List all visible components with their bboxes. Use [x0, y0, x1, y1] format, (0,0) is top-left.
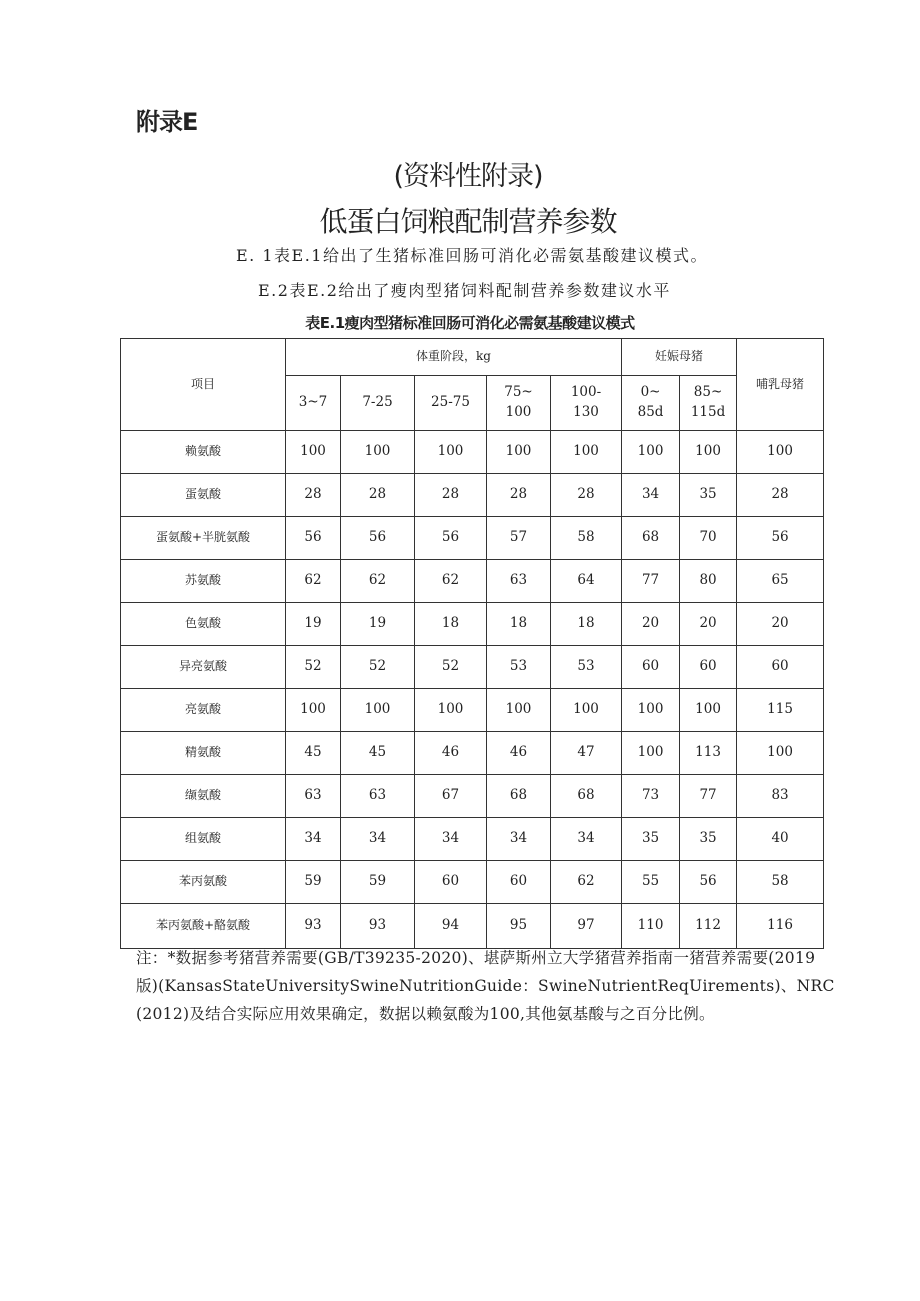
value-cell: 94 — [415, 904, 487, 949]
value-cell: 77 — [680, 775, 737, 818]
value-cell: 97 — [551, 904, 622, 949]
value-cell: 19 — [286, 603, 341, 646]
item-header: 项目 — [121, 339, 286, 431]
table-row — [121, 732, 824, 775]
value-cell: 70 — [680, 517, 737, 560]
value-cell: 113 — [680, 732, 737, 775]
page-title: 低蛋白饲粮配制营养参数 — [319, 205, 617, 238]
value-cell: 58 — [551, 517, 622, 560]
value-cell: 100 — [487, 689, 551, 732]
value-cell: 53 — [551, 646, 622, 689]
value-cell: 63 — [341, 775, 415, 818]
table-row — [121, 689, 824, 732]
value-cell: 60 — [487, 861, 551, 904]
value-cell: 59 — [341, 861, 415, 904]
table-row — [121, 431, 824, 474]
value-cell: 20 — [680, 603, 737, 646]
value-cell: 20 — [737, 603, 824, 646]
value-cell: 60 — [737, 646, 824, 689]
value-cell: 62 — [415, 560, 487, 603]
value-cell: 57 — [487, 517, 551, 560]
value-cell: 67 — [415, 775, 487, 818]
amino-acid-name: 异亮氨酸 — [121, 646, 286, 689]
weight-stage-cell: 75~ 100 — [487, 376, 551, 431]
value-cell: 58 — [737, 861, 824, 904]
amino-acid-table — [120, 338, 824, 949]
value-cell: 34 — [415, 818, 487, 861]
value-cell: 52 — [286, 646, 341, 689]
value-cell: 45 — [341, 732, 415, 775]
value-cell: 110 — [622, 904, 680, 949]
value-cell: 18 — [551, 603, 622, 646]
table-row — [121, 904, 824, 949]
value-cell: 40 — [737, 818, 824, 861]
value-cell: 100 — [622, 689, 680, 732]
table-caption: 表E.1瘦肉型猪标准回肠可消化必需氨基酸建议模式 — [305, 314, 635, 332]
value-cell: 45 — [286, 732, 341, 775]
amino-acid-name: 蛋氨酸+半胱氨酸 — [121, 517, 286, 560]
value-cell: 62 — [341, 560, 415, 603]
value-cell: 56 — [680, 861, 737, 904]
appendix-subtitle: (资料性附录) — [393, 161, 543, 192]
value-cell: 56 — [415, 517, 487, 560]
pregnant-stage-cell: 85~ 115d — [680, 376, 737, 431]
table-row — [121, 603, 824, 646]
value-cell: 64 — [551, 560, 622, 603]
value-cell: 19 — [341, 603, 415, 646]
value-cell: 115 — [737, 689, 824, 732]
table-note: 注：*数据参考猪营养需要(GB/T39235-2020)、堪萨斯州立大学猪营养指南一猪营养需要(2019版)(KansasStateUniversitySwineNutritionGuide：SwineNutrientReqUirements)、NRC(2012)及结合实际应用效果确定，数据以赖氨酸为100,其他氨基酸与之百分比例。 — [136, 949, 835, 1023]
value-cell: 68 — [487, 775, 551, 818]
intro-line-1: E. 1表E.1给出了生猪标准回肠可消化必需氨基酸建议模式。 — [236, 246, 708, 265]
amino-acid-name: 色氨酸 — [121, 603, 286, 646]
amino-acid-name: 缬氨酸 — [121, 775, 286, 818]
appendix-label: 附录E — [136, 108, 198, 136]
amino-acid-name: 赖氨酸 — [121, 431, 286, 474]
lactating-sow-header: 哺乳母猪 — [737, 339, 824, 431]
value-cell: 35 — [622, 818, 680, 861]
value-cell: 100 — [737, 431, 824, 474]
value-cell: 53 — [487, 646, 551, 689]
weight-stage-cell: 25-75 — [415, 376, 487, 431]
amino-acid-name: 苏氨酸 — [121, 560, 286, 603]
table-row — [121, 474, 824, 517]
value-cell: 60 — [680, 646, 737, 689]
value-cell: 46 — [415, 732, 487, 775]
value-cell: 52 — [415, 646, 487, 689]
value-cell: 80 — [680, 560, 737, 603]
value-cell: 112 — [680, 904, 737, 949]
table-row — [121, 775, 824, 818]
value-cell: 83 — [737, 775, 824, 818]
value-cell: 34 — [341, 818, 415, 861]
value-cell: 100 — [622, 431, 680, 474]
value-cell: 34 — [286, 818, 341, 861]
value-cell: 65 — [737, 560, 824, 603]
value-cell: 28 — [286, 474, 341, 517]
value-cell: 35 — [680, 474, 737, 517]
amino-acid-name: 苯丙氨酸 — [121, 861, 286, 904]
table-header-row-1 — [121, 339, 824, 376]
value-cell: 28 — [341, 474, 415, 517]
value-cell: 18 — [415, 603, 487, 646]
value-cell: 93 — [341, 904, 415, 949]
amino-acid-name: 亮氨酸 — [121, 689, 286, 732]
amino-acid-name: 组氨酸 — [121, 818, 286, 861]
value-cell: 35 — [680, 818, 737, 861]
value-cell: 68 — [622, 517, 680, 560]
value-cell: 100 — [551, 431, 622, 474]
value-cell: 100 — [680, 689, 737, 732]
table-row — [121, 560, 824, 603]
value-cell: 28 — [551, 474, 622, 517]
table-row — [121, 861, 824, 904]
value-cell: 100 — [737, 732, 824, 775]
value-cell: 100 — [415, 431, 487, 474]
value-cell: 18 — [487, 603, 551, 646]
value-cell: 100 — [680, 431, 737, 474]
value-cell: 68 — [551, 775, 622, 818]
value-cell: 34 — [551, 818, 622, 861]
value-cell: 56 — [737, 517, 824, 560]
weight-stage-cell: 7-25 — [341, 376, 415, 431]
value-cell: 62 — [286, 560, 341, 603]
value-cell: 55 — [622, 861, 680, 904]
value-cell: 100 — [341, 431, 415, 474]
value-cell: 60 — [415, 861, 487, 904]
value-cell: 28 — [737, 474, 824, 517]
value-cell: 52 — [341, 646, 415, 689]
pregnant-stage-cell: 0~ 85d — [622, 376, 680, 431]
table-row — [121, 818, 824, 861]
value-cell: 56 — [286, 517, 341, 560]
value-cell: 28 — [487, 474, 551, 517]
value-cell: 20 — [622, 603, 680, 646]
pregnant-sow-header: 妊娠母猪 — [622, 339, 737, 376]
table-row — [121, 646, 824, 689]
value-cell: 116 — [737, 904, 824, 949]
value-cell: 47 — [551, 732, 622, 775]
amino-acid-name: 精氨酸 — [121, 732, 286, 775]
value-cell: 60 — [622, 646, 680, 689]
weight-stage-cell: 3~7 — [286, 376, 341, 431]
weight-stage-header: 体重阶段，kg — [286, 339, 622, 376]
value-cell: 100 — [286, 431, 341, 474]
value-cell: 34 — [487, 818, 551, 861]
value-cell: 95 — [487, 904, 551, 949]
value-cell: 46 — [487, 732, 551, 775]
value-cell: 77 — [622, 560, 680, 603]
value-cell: 73 — [622, 775, 680, 818]
value-cell: 100 — [286, 689, 341, 732]
value-cell: 63 — [487, 560, 551, 603]
value-cell: 100 — [622, 732, 680, 775]
value-cell: 93 — [286, 904, 341, 949]
weight-stage-cell: 100- 130 — [551, 376, 622, 431]
amino-acid-name: 蛋氨酸 — [121, 474, 286, 517]
value-cell: 100 — [341, 689, 415, 732]
value-cell: 100 — [551, 689, 622, 732]
value-cell: 62 — [551, 861, 622, 904]
value-cell: 63 — [286, 775, 341, 818]
value-cell: 100 — [487, 431, 551, 474]
value-cell: 59 — [286, 861, 341, 904]
value-cell: 28 — [415, 474, 487, 517]
value-cell: 56 — [341, 517, 415, 560]
intro-line-2: E.2表E.2给出了瘦肉型猪饲料配制营养参数建议水平 — [258, 281, 671, 300]
value-cell: 100 — [415, 689, 487, 732]
amino-acid-name: 苯丙氨酸+酪氨酸 — [121, 904, 286, 949]
table-row — [121, 517, 824, 560]
value-cell: 34 — [622, 474, 680, 517]
